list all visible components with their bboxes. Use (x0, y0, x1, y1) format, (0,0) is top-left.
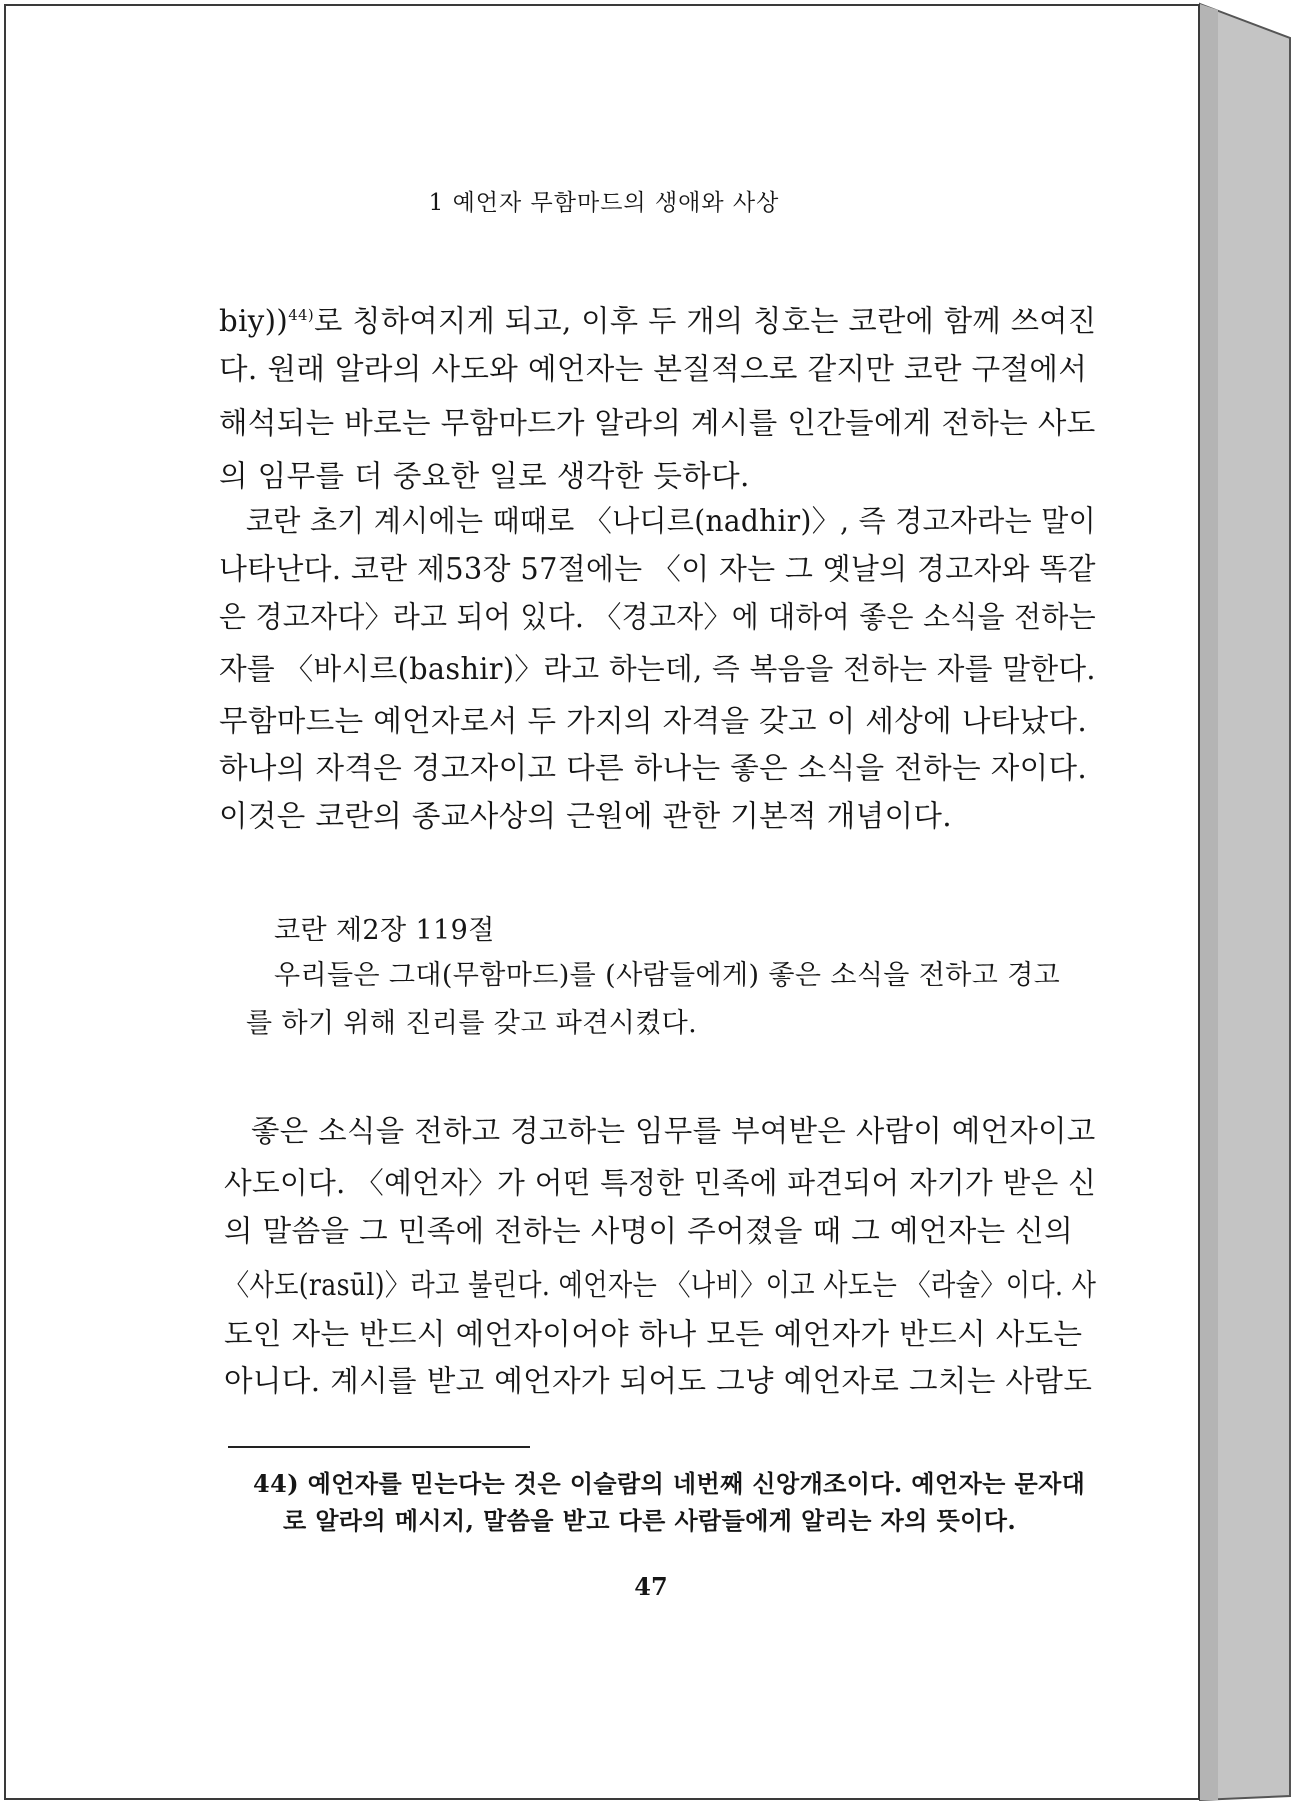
quote-line-2: 를 하기 위해 진리를 갖고 파견시켰다. (246, 1008, 698, 1039)
paragraph-3-line-3: 의 말씀을 그 민족에 전하는 사명이 주어졌을 때 그 예언자는 신의 (224, 1214, 1074, 1248)
paragraph-3-line-5: 도인 자는 반드시 예언자이어야 하나 모든 예언자가 반드시 사도는 (224, 1317, 1083, 1351)
line-text: biy)) (219, 304, 289, 338)
line-text: 로 칭하여지게 되고, 이후 두 개의 칭호는 코란에 함께 쓰여진 (314, 304, 1097, 338)
footnote-line-2: 로 알라의 메시지, 말씀을 받고 다른 사람들에게 알리는 자의 뜻이다. (283, 1506, 1017, 1535)
paragraph-3-line-1: 좋은 소식을 전하고 경고하는 임무를 부여받은 사람이 예언자이고 (251, 1114, 1096, 1148)
footnote-line-1: 44) 예언자를 믿는다는 것은 이슬람의 네번째 신앙개조이다. 예언자는 문자대 (253, 1469, 1086, 1498)
paragraph-2-line-1: 코란 초기 계시에는 때때로 〈나디르(nadhir)〉, 즉 경고자라는 말이 (246, 504, 1096, 538)
paragraph-2-line-2: 나타난다. 코란 제53장 57절에는 〈이 자는 그 옛날의 경고자와 똑같 (219, 552, 1096, 586)
paragraph-2-line-4: 자를 〈바시르(bashir)〉라고 하는데, 즉 복음을 전하는 자를 말한다. (219, 652, 1096, 686)
quote-title: 코란 제2장 119절 (274, 915, 495, 946)
footnote-ref[interactable]: 44) (288, 306, 315, 325)
paragraph-1-line-1 (219, 306, 1096, 336)
paragraph-2-line-7: 이것은 코란의 종교사상의 근원에 관한 기본적 개념이다. (219, 799, 953, 833)
paragraph-3-line-2: 사도이다. 〈예언자〉가 어떤 특정한 민족에 파견되어 자기가 받은 신 (224, 1166, 1097, 1200)
quote-line-1: 우리들은 그대(무함마드)를 (사람들에게) 좋은 소식을 전하고 경고 (274, 960, 1061, 991)
page-number: 47 (634, 1572, 668, 1601)
paragraph-3-line-6: 아니다. 계시를 받고 예언자가 되어도 그냥 예언자로 그치는 사람도 (224, 1364, 1093, 1398)
running-head: 1 예언자 무함마드의 생애와 사상 (428, 190, 780, 216)
paragraph-2-line-3: 은 경고자다〉라고 되어 있다. 〈경고자〉에 대하여 좋은 소식을 전하는 (219, 600, 1097, 634)
paragraph-1-line-4: 의 임무를 더 중요한 일로 생각한 듯하다. (219, 459, 750, 493)
footnote-rule (228, 1446, 530, 1448)
page (4, 4, 1200, 1800)
paragraph-2-line-5: 무함마드는 예언자로서 두 가지의 자격을 갖고 이 세상에 나타났다. (219, 704, 1088, 738)
paragraph-1-line-3: 해석되는 바로는 무함마드가 알라의 계시를 인간들에게 전하는 사도 (219, 406, 1096, 440)
paragraph-3-line-4: 〈사도(rasūl)〉라고 불린다. 예언자는 〈나비〉이고 사도는 〈라술〉이다. 사 (224, 1268, 1097, 1302)
paragraph-1-line-2: 다. 원래 알라의 사도와 예언자는 본질적으로 같지만 코란 구절에서 (219, 352, 1088, 386)
paragraph-2-line-6: 하나의 자격은 경고자이고 다른 하나는 좋은 소식을 전하는 자이다. (219, 751, 1088, 785)
